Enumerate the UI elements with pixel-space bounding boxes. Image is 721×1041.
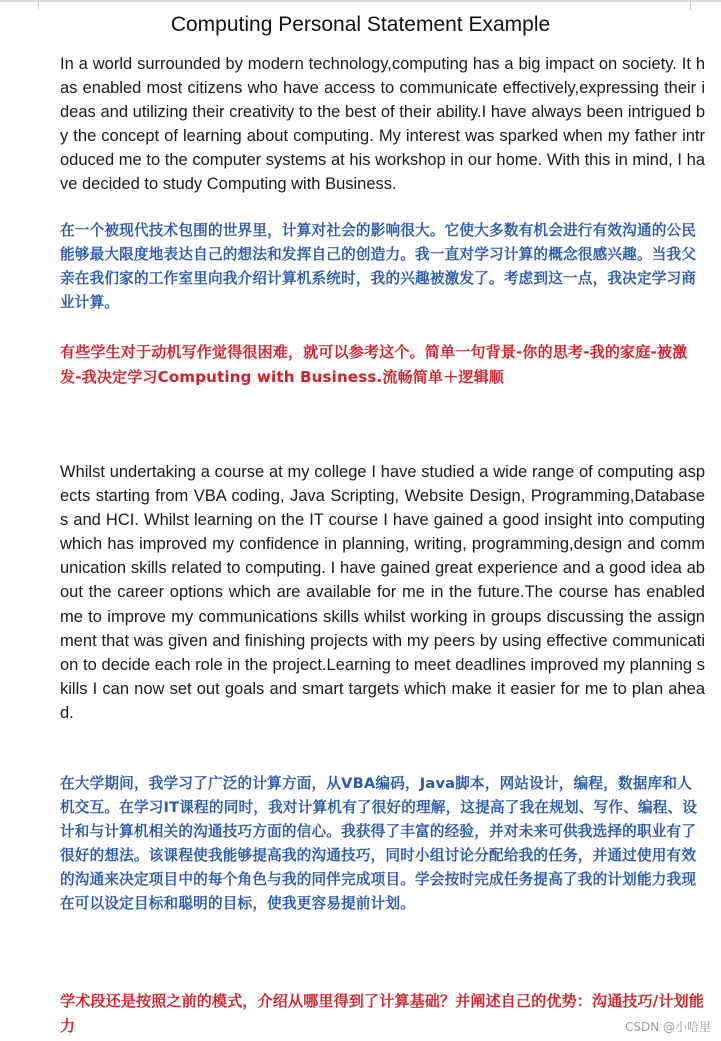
crop-mark-right: [682, 0, 691, 10]
document-title: Computing Personal Statement Example: [170, 13, 551, 36]
crop-mark-left: [30, 0, 39, 10]
paragraph-1-chinese: 在一个被现代技术包围的世界里，计算对社会的影响很大。它使大多数有机会进行有效沟通的公民能够最大限度地表达自己的想法和发挥自己的创造力。我一直对学习计算的概念很感兴趣。当我父亲在我们家的工作室里向我介绍计算机系统时，我的兴趣被激发了。考虑到这一点，我决定学习商业计算。: [60, 222, 697, 311]
top-divider: [0, 0, 721, 2]
paragraph-2-chinese: 在大学期间，我学习了广泛的计算方面，从VBA编码，Java脚本，网站设计，编程，数据库和人机交互。在学习IT课程的同时，我对计算机有了很好的理解，这提高了我在规划、写作、编程、设计和与计算机相关的沟通技巧方面的信心。我获得了丰富的经验，并对未来可供我选择的职业有了很好的想法。该课程使我能够提高我的沟通技巧，同时小组讨论分配给我的任务，并通过使用有效的沟通来决定项目中的每个角色与我的同伴完成项目。学会按时完成任务提高了我的计划能力我现在可以设定目标和聪明的目标，使我更容易提前计划。: [60, 775, 698, 912]
annotation-1: 有些学生对于动机写作觉得很困难，就可以参考这个。简单一句背景-你的思考-我的家庭-被激发-我决定学习Computing with Business.流畅简单＋逻辑顺: [60, 343, 688, 386]
paragraph-2-english: Whilst undertaking a course at my college I have studied a wide range of computing aspects starting from VBA coding, Java Scripting, Website Design, Programming,Databases and HCI. Whilst learning on the IT course I have gained a good insight into computing which has improved my confidence in planning, writing, programming,design and communication skills related to computing. I have gained great experience and a good idea about the career options which are available for me in the future.The course has enabled me to improve my communications skills whilst working in groups discussing the assignment that was given and finishing projects with my peers by using effective communication to decide each role in the project.Learning to meet deadlines improved my planning skills I can now set out goals and smart targets which make it easier for me to plan ahead.: [60, 463, 705, 722]
csdn-watermark: CSDN @小哈里: [624, 1020, 711, 1034]
paragraph-1-english: In a world surrounded by modern technology,computing has a big impact on society. It has enabled most citizens who have access to communicate effectively,expressing their ideas and utilizing their creativity to the best of their ability.I have always been intrigued by the concept of learning about computing. My interest was sparked when my father introduced me to the computer systems at his workshop in our home. With this in mind, I have decided to study Computing with Business.: [60, 55, 705, 194]
annotation-2: 学术段还是按照之前的模式，介绍从哪里得到了计算基础？并阐述自己的优势：沟通技巧/计划能力: [60, 992, 705, 1035]
